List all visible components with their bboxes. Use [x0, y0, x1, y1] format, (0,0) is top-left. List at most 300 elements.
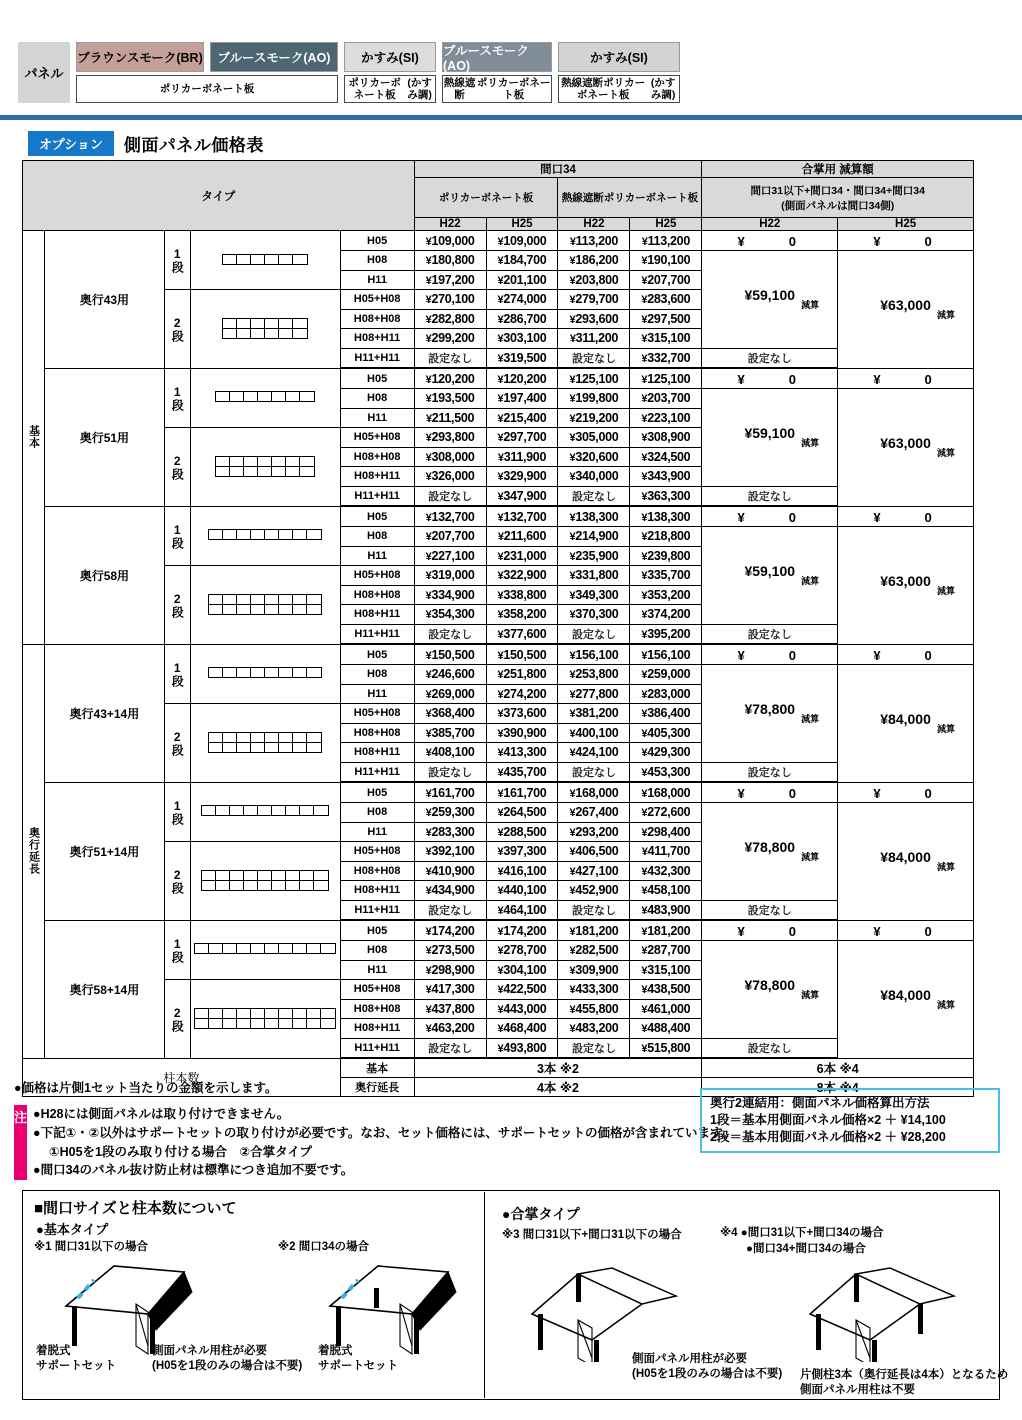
price-cell: ¥138,300 [630, 506, 702, 527]
height-code: H08+H11 [340, 881, 414, 901]
price-cell: ¥161,700 [414, 782, 486, 803]
price-cell: ¥186,200 [558, 251, 630, 271]
header-gassho: 合掌用 減算額 [702, 161, 974, 178]
price-cell: ¥410,900 [414, 861, 486, 881]
price-cell: ¥231,000 [486, 546, 558, 566]
deduction-zero-h25: ¥ 0 [838, 644, 974, 665]
panel-group-1 [76, 42, 338, 103]
price-cell: ¥279,700 [558, 290, 630, 310]
pillar-count-left: 4本 ※2 [414, 1078, 702, 1097]
section-name: 奥行51用 [44, 368, 164, 506]
price-cell: ¥211,500 [414, 408, 486, 428]
height-code: H05+H08 [340, 290, 414, 310]
price-cell: ¥219,200 [558, 408, 630, 428]
table-header [23, 161, 974, 231]
header-h25: H25 [630, 218, 702, 231]
price-cell: ¥274,200 [486, 684, 558, 704]
height-code: H11 [340, 822, 414, 842]
caution-line-2: ●下記①・②以外はサポートセットの取り付けが必要です。なお、セット価格には、サポートセットの価格が含まれています。 [33, 1125, 734, 1140]
price-cell: ¥429,300 [630, 743, 702, 763]
height-code: H11 [340, 270, 414, 290]
panel-description: ポリカーボネート板 (かすみ調) [344, 75, 436, 103]
height-code: H08+H08 [340, 861, 414, 881]
price-cell: ¥434,900 [414, 881, 486, 901]
figure-note-2: ※2 間口34の場合 [278, 1241, 370, 1253]
deduction-not-available: 設定なし [702, 486, 838, 506]
price-cell: ¥373,600 [486, 704, 558, 724]
price-cell: ¥278,700 [486, 941, 558, 961]
price-cell: ¥193,500 [414, 389, 486, 409]
height-code: H05 [340, 231, 414, 251]
panel-description: ポリカーボネート板 [76, 75, 338, 103]
dan-label-1: 1段 [164, 920, 190, 980]
price-table [22, 160, 974, 1097]
deduction-not-available: 設定なし [702, 348, 838, 368]
price-cell: ¥413,300 [486, 743, 558, 763]
price-cell: ¥455,800 [558, 999, 630, 1019]
price-cell: ¥332,700 [630, 348, 702, 368]
price-not-available: 設定なし [414, 624, 486, 644]
price-cell: ¥319,000 [414, 566, 486, 586]
table-row [23, 506, 974, 527]
price-cell: ¥483,200 [558, 1019, 630, 1039]
pillar-type: 奥行延長 [340, 1078, 414, 1097]
height-code: H08+H08 [340, 585, 414, 605]
caution-line-4: ●間口34のパネル抜け防止材は標準につき追加不要です。 [33, 1163, 354, 1178]
price-cell: ¥156,100 [558, 644, 630, 665]
height-code: H08+H11 [340, 467, 414, 487]
price-cell: ¥440,100 [486, 881, 558, 901]
panel-pictogram [215, 391, 315, 402]
height-code: H11+H11 [340, 624, 414, 644]
price-cell: ¥223,100 [630, 408, 702, 428]
header-h25: H25 [486, 218, 558, 231]
deduction-zero-h25: ¥ 0 [838, 920, 974, 941]
price-not-available: 設定なし [558, 900, 630, 920]
header-h22: H22 [702, 218, 838, 231]
panel-icon-1dan [190, 231, 340, 290]
panel-icon-1dan [190, 920, 340, 980]
deduction-h25: ¥63,000 減算 [838, 527, 974, 645]
price-not-available: 設定なし [414, 1038, 486, 1058]
price-cell: ¥435,700 [486, 762, 558, 782]
price-cell: ¥120,200 [414, 368, 486, 389]
price-cell: ¥168,000 [630, 782, 702, 803]
price-cell: ¥331,800 [558, 566, 630, 586]
price-cell: ¥218,800 [630, 527, 702, 547]
price-cell: ¥174,200 [486, 920, 558, 941]
price-cell: ¥488,400 [630, 1019, 702, 1039]
dan-label-1: 1段 [164, 506, 190, 566]
price-cell: ¥319,500 [486, 348, 558, 368]
price-cell: ¥109,000 [414, 231, 486, 251]
price-cell: ¥483,900 [630, 900, 702, 920]
height-code: H08+H11 [340, 1019, 414, 1039]
price-cell: ¥308,900 [630, 428, 702, 448]
price-cell: ¥113,200 [630, 231, 702, 251]
price-cell: ¥277,800 [558, 684, 630, 704]
price-cell: ¥267,400 [558, 803, 630, 823]
deduction-h22: ¥78,800 減算 [702, 803, 838, 901]
header-poly: ポリカーボネート板 [414, 178, 558, 218]
deduction-h25: ¥63,000 減算 [838, 389, 974, 507]
deduction-zero-h22: ¥ 0 [702, 231, 838, 251]
price-cell: ¥308,000 [414, 447, 486, 467]
group-label-basic: 基本 [23, 231, 45, 645]
price-cell: ¥199,800 [558, 389, 630, 409]
panel-group-4 [558, 42, 680, 103]
height-code: H11 [340, 408, 414, 428]
panel-pictogram [222, 318, 308, 339]
header-h25: H25 [838, 218, 974, 231]
price-cell: ¥358,200 [486, 605, 558, 625]
panel-icon-2dan [190, 428, 340, 507]
caption-support-set-2: 着脱式 サポートセット [318, 1345, 399, 1372]
figure-basic-type-label: ●基本タイプ [36, 1222, 109, 1237]
price-cell: ¥125,100 [630, 368, 702, 389]
price-cell: ¥286,700 [486, 309, 558, 329]
pillar-count-right: 8本 ※4 [702, 1078, 974, 1097]
calc-title: 奥行2連結用：側面パネル価格算出方法 [710, 1096, 930, 1110]
price-cell: ¥305,000 [558, 428, 630, 448]
pillar-count-left: 3本 ※2 [414, 1058, 702, 1078]
price-cell: ¥299,200 [414, 329, 486, 349]
price-not-available: 設定なし [558, 1038, 630, 1058]
price-cell: ¥368,400 [414, 704, 486, 724]
price-cell: ¥283,300 [414, 822, 486, 842]
price-cell: ¥113,200 [558, 231, 630, 251]
panel-swatch-row [344, 42, 436, 72]
price-cell: ¥408,100 [414, 743, 486, 763]
price-not-available: 設定なし [558, 762, 630, 782]
price-cell: ¥329,900 [486, 467, 558, 487]
price-cell: ¥181,200 [630, 920, 702, 941]
price-cell: ¥132,700 [486, 506, 558, 527]
price-cell: ¥424,100 [558, 743, 630, 763]
price-cell: ¥227,100 [414, 546, 486, 566]
height-code: H08 [340, 665, 414, 685]
price-cell: ¥161,700 [486, 782, 558, 803]
dan-label-1: 1段 [164, 644, 190, 704]
table-body [23, 231, 974, 1097]
figure-note-4-a: ●間口31以下+間口34の場合 [740, 1227, 884, 1239]
height-code: H08+H11 [340, 329, 414, 349]
height-code: H08+H08 [340, 999, 414, 1019]
height-code: H11 [340, 960, 414, 980]
table-row [23, 368, 974, 389]
price-cell: ¥203,800 [558, 270, 630, 290]
panel-icon-2dan [190, 980, 340, 1059]
deduction-not-available: 設定なし [702, 624, 838, 644]
deduction-not-available: 設定なし [702, 762, 838, 782]
deduction-h25: ¥63,000 減算 [838, 251, 974, 369]
caution-line-3: ①H05を1段のみ取り付ける場合 ②合掌タイプ [49, 1144, 312, 1159]
price-not-available: 設定なし [558, 624, 630, 644]
price-cell: ¥405,300 [630, 723, 702, 743]
carport-diagram-1 [36, 1258, 246, 1358]
panel-pictogram [208, 594, 322, 615]
section-name: 奥行58用 [44, 506, 164, 644]
pillar-type: 基本 [340, 1058, 414, 1078]
height-code: H11 [340, 684, 414, 704]
deduction-not-available: 設定なし [702, 900, 838, 920]
deduction-h25: ¥84,000 減算 [838, 803, 974, 921]
calc-line-2: 2段＝基本用側面パネル価格×2 ＋ ¥28,200 [710, 1129, 946, 1144]
gassho-diagram-1 [512, 1262, 732, 1362]
price-cell: ¥282,500 [558, 941, 630, 961]
panel-icon-2dan [190, 566, 340, 645]
price-cell: ¥433,300 [558, 980, 630, 1000]
price-cell: ¥315,100 [630, 960, 702, 980]
price-cell: ¥207,700 [630, 270, 702, 290]
header-gassho-desc: 間口31以下+間口34・間口34+間口34 (側面パネルは間口34側) [702, 178, 974, 218]
price-cell: ¥374,200 [630, 605, 702, 625]
panel-swatch: かすみ(SI) [344, 42, 436, 72]
header-h22: H22 [414, 218, 486, 231]
header-netsusen: 熱線遮断ポリカーボネート板 [558, 178, 702, 218]
price-cell: ¥287,700 [630, 941, 702, 961]
price-cell: ¥211,600 [486, 527, 558, 547]
price-cell: ¥397,300 [486, 842, 558, 862]
header-maguchi34: 間口34 [414, 161, 702, 178]
panel-group-2 [344, 42, 436, 103]
figure-gassho-type-label: ●合掌タイプ [502, 1206, 580, 1222]
carport-diagram-2 [300, 1258, 510, 1358]
height-code: H08 [340, 389, 414, 409]
panel-description: 熱線遮断ポリカーボネート板 (かすみ調) [558, 75, 680, 103]
price-cell: ¥150,500 [486, 644, 558, 665]
price-cell: ¥283,000 [630, 684, 702, 704]
deduction-h25: ¥84,000 減算 [838, 941, 974, 1059]
page-title: 側面パネル価格表 [123, 136, 264, 155]
price-cell: ¥174,200 [414, 920, 486, 941]
figure-note-1: ※1 間口31以下の場合 [34, 1241, 149, 1253]
dan-label-2: 2段 [164, 980, 190, 1059]
panel-icon-1dan [190, 782, 340, 842]
caption-pillar-1: 側面パネル用柱が必要 (H05を1段のみの場合は不要) [152, 1345, 303, 1372]
table-row [23, 782, 974, 803]
note-caution-block [14, 1105, 734, 1180]
height-code: H08 [340, 803, 414, 823]
panel-swatch-groups [70, 42, 680, 103]
notes-area [14, 1078, 734, 1180]
price-cell: ¥270,100 [414, 290, 486, 310]
price-cell: ¥322,900 [486, 566, 558, 586]
price-cell: ¥326,000 [414, 467, 486, 487]
caption-no-pillar: 片側柱3本（奥行延長は4本）となるため 側面パネル用柱は不要 [800, 1369, 1009, 1396]
dan-label-2: 2段 [164, 842, 190, 921]
price-cell: ¥138,300 [558, 506, 630, 527]
price-cell: ¥259,000 [630, 665, 702, 685]
height-code: H05+H08 [340, 842, 414, 862]
pillar-count-label: 柱本数 [23, 1058, 341, 1097]
price-not-available: 設定なし [414, 348, 486, 368]
panel-pictogram [215, 456, 315, 477]
price-cell: ¥272,600 [630, 803, 702, 823]
table-row [23, 644, 974, 665]
price-cell: ¥334,900 [414, 585, 486, 605]
figure-note-3: ※3 間口31以下+間口31以下の場合 [502, 1229, 682, 1241]
price-cell: ¥464,100 [486, 900, 558, 920]
note-price-basis: ●価格は片側1セット当たりの金額を示します。 [14, 1081, 278, 1095]
price-cell: ¥304,100 [486, 960, 558, 980]
price-cell: ¥150,500 [414, 644, 486, 665]
panel-pictogram [201, 805, 329, 816]
option-badge: オプション [28, 131, 114, 156]
price-cell: ¥427,100 [558, 861, 630, 881]
height-code: H11+H11 [340, 1038, 414, 1058]
height-code: H08+H11 [340, 743, 414, 763]
price-cell: ¥349,300 [558, 585, 630, 605]
panel-swatch-row [442, 42, 552, 72]
price-cell: ¥246,600 [414, 665, 486, 685]
price-cell: ¥125,100 [558, 368, 630, 389]
panel-swatch-strip [18, 42, 680, 103]
panel-pictogram [194, 943, 336, 954]
panel-swatch: ブラウンスモーク(BR) [76, 42, 204, 72]
price-cell: ¥298,400 [630, 822, 702, 842]
price-cell: ¥283,600 [630, 290, 702, 310]
price-cell: ¥461,000 [630, 999, 702, 1019]
price-not-available: 設定なし [558, 486, 630, 506]
price-cell: ¥320,600 [558, 447, 630, 467]
height-code: H08+H08 [340, 723, 414, 743]
price-cell: ¥251,800 [486, 665, 558, 685]
price-cell: ¥259,300 [414, 803, 486, 823]
panel-pictogram [208, 732, 322, 753]
height-code: H11 [340, 546, 414, 566]
price-cell: ¥377,600 [486, 624, 558, 644]
price-cell: ¥184,700 [486, 251, 558, 271]
deduction-h22: ¥78,800 減算 [702, 665, 838, 763]
price-cell: ¥437,800 [414, 999, 486, 1019]
deduction-zero-h22: ¥ 0 [702, 920, 838, 941]
price-cell: ¥458,100 [630, 881, 702, 901]
price-cell: ¥515,800 [630, 1038, 702, 1058]
price-cell: ¥282,800 [414, 309, 486, 329]
price-cell: ¥168,000 [558, 782, 630, 803]
section-name: 奥行43用 [44, 231, 164, 369]
price-cell: ¥338,800 [486, 585, 558, 605]
price-not-available: 設定なし [558, 348, 630, 368]
price-cell: ¥207,700 [414, 527, 486, 547]
price-not-available: 設定なし [414, 762, 486, 782]
height-code: H08+H11 [340, 605, 414, 625]
panel-swatch-row [558, 42, 680, 72]
price-cell: ¥416,100 [486, 861, 558, 881]
deduction-zero-h25: ¥ 0 [838, 231, 974, 251]
caution-line-1: ●H28には側面パネルは取り付けできません。 [33, 1107, 290, 1121]
price-cell: ¥468,400 [486, 1019, 558, 1039]
price-cell: ¥432,300 [630, 861, 702, 881]
price-cell: ¥311,200 [558, 329, 630, 349]
option-header [28, 131, 264, 156]
deduction-h25: ¥84,000 減算 [838, 665, 974, 783]
panel-group-3 [442, 42, 552, 103]
price-cell: ¥463,200 [414, 1019, 486, 1039]
dan-label-1: 1段 [164, 368, 190, 428]
price-cell: ¥386,400 [630, 704, 702, 724]
section-name: 奥行58+14用 [44, 920, 164, 1058]
height-code: H05 [340, 506, 414, 527]
price-cell: ¥343,900 [630, 467, 702, 487]
price-cell: ¥340,000 [558, 467, 630, 487]
price-cell: ¥400,100 [558, 723, 630, 743]
panel-icon-2dan [190, 290, 340, 369]
price-cell: ¥395,200 [630, 624, 702, 644]
price-cell: ¥381,200 [558, 704, 630, 724]
panel-pictogram [201, 870, 329, 891]
panel-swatch-row [76, 42, 338, 72]
price-cell: ¥293,800 [414, 428, 486, 448]
price-cell: ¥297,700 [486, 428, 558, 448]
price-cell: ¥303,100 [486, 329, 558, 349]
figure-heading: ■間口サイズと柱本数について [34, 1200, 237, 1217]
price-cell: ¥264,500 [486, 803, 558, 823]
height-code: H11+H11 [340, 762, 414, 782]
deduction-zero-h22: ¥ 0 [702, 644, 838, 665]
dan-label-2: 2段 [164, 704, 190, 783]
deduction-h22: ¥59,100 減算 [702, 389, 838, 487]
price-cell: ¥438,500 [630, 980, 702, 1000]
price-cell: ¥417,300 [414, 980, 486, 1000]
height-code: H05+H08 [340, 980, 414, 1000]
price-cell: ¥443,000 [486, 999, 558, 1019]
price-cell: ¥390,900 [486, 723, 558, 743]
panel-icon-2dan [190, 704, 340, 783]
price-cell: ¥239,800 [630, 546, 702, 566]
panel-pictogram [208, 667, 322, 678]
header-type: タイプ [23, 161, 415, 231]
price-cell: ¥347,900 [486, 486, 558, 506]
price-cell: ¥235,900 [558, 546, 630, 566]
caption-support-set-1: 着脱式 サポートセット [36, 1345, 117, 1372]
panel-icon-1dan [190, 644, 340, 704]
price-cell: ¥297,500 [630, 309, 702, 329]
dan-label-2: 2段 [164, 566, 190, 645]
deduction-zero-h25: ¥ 0 [838, 506, 974, 527]
price-cell: ¥273,500 [414, 941, 486, 961]
deduction-not-available: 設定なし [702, 1038, 838, 1058]
header-h22: H22 [558, 218, 630, 231]
price-cell: ¥354,300 [414, 605, 486, 625]
price-cell: ¥311,900 [486, 447, 558, 467]
price-cell: ¥190,100 [630, 251, 702, 271]
price-cell: ¥324,500 [630, 447, 702, 467]
height-code: H08 [340, 251, 414, 271]
dan-label-2: 2段 [164, 290, 190, 369]
gassho-diagram-2 [790, 1262, 1010, 1362]
deduction-h22: ¥78,800 減算 [702, 941, 838, 1039]
price-cell: ¥453,300 [630, 762, 702, 782]
table-row [23, 231, 974, 251]
deduction-zero-h25: ¥ 0 [838, 782, 974, 803]
price-cell: ¥293,600 [558, 309, 630, 329]
price-cell: ¥353,200 [630, 585, 702, 605]
price-cell: ¥385,700 [414, 723, 486, 743]
deduction-zero-h25: ¥ 0 [838, 368, 974, 389]
height-code: H11+H11 [340, 900, 414, 920]
price-cell: ¥269,000 [414, 684, 486, 704]
price-cell: ¥315,100 [630, 329, 702, 349]
price-cell: ¥493,800 [486, 1038, 558, 1058]
group-label-extended: 奥行延長 [23, 644, 45, 1058]
price-cell: ¥197,400 [486, 389, 558, 409]
price-cell: ¥288,500 [486, 822, 558, 842]
panel-pictogram [194, 1008, 336, 1029]
height-code: H11+H11 [340, 348, 414, 368]
price-cell: ¥197,200 [414, 270, 486, 290]
